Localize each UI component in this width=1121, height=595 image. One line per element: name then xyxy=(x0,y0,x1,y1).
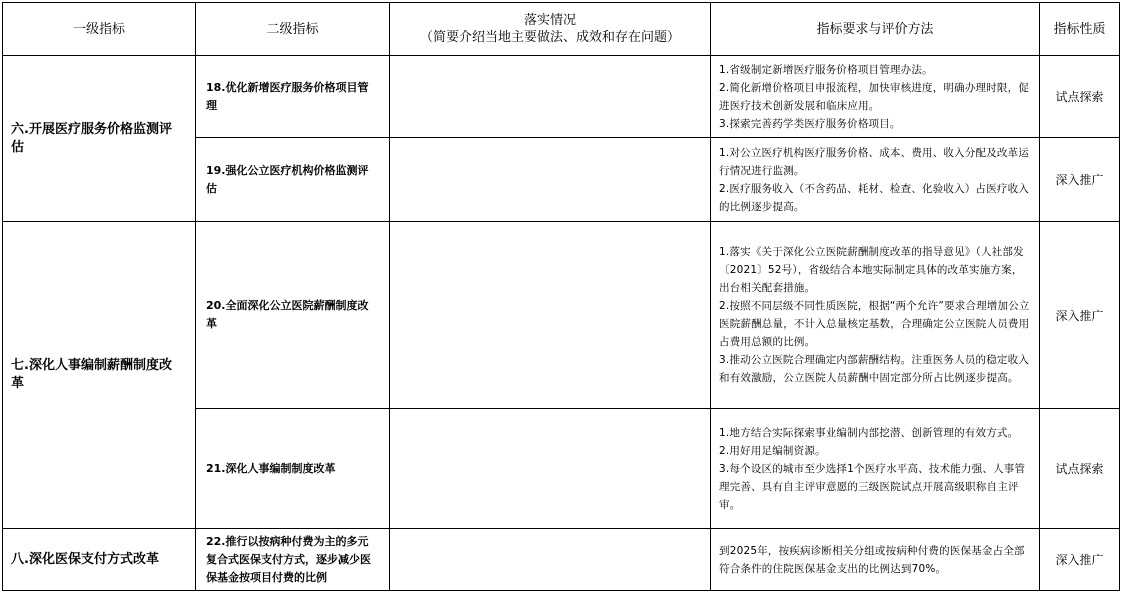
header-implementation xyxy=(390,3,711,56)
requirement-text: 1.地方结合实际探索事业编制内部挖潜、创新管理的有效方式。 xyxy=(719,426,1019,439)
level1-group-8: 八.深化医保支付方式改革 xyxy=(3,529,196,591)
level2-item-19: 19.强化公立医疗机构价格监测评估 xyxy=(196,138,390,222)
requirement-text: 2.按照不同层级不同性质医院，根据“两个允许”要求合理增加公立医院薪酬总量，不计入总量核定基数，合理确定公立医院人员费用占费用总额的比例。 xyxy=(719,300,1030,348)
implementation-cell xyxy=(390,409,711,529)
header-level1: 一级指标 xyxy=(3,3,196,56)
requirement-text: 2.医疗服务收入（不含药品、耗材、检查、化验收入）占医疗收入的比例逐步提高。 xyxy=(719,182,1030,213)
level2-item-18: 18.优化新增医疗服务价格项目管理 xyxy=(196,56,390,138)
nature-cell: 试点探索 xyxy=(1040,56,1120,138)
header-row xyxy=(3,3,1120,56)
table-row xyxy=(3,56,1120,138)
requirements-cell xyxy=(711,222,1040,409)
level2-item-20: 20.全面深化公立医院薪酬制度改革 xyxy=(196,222,390,409)
requirement-text: 1.省级制定新增医疗服务价格项目管理办法。 xyxy=(719,63,933,76)
header-implementation-subtitle: （简要介绍当地主要做法、成效和存在问题） xyxy=(419,30,680,45)
table-row xyxy=(3,529,1120,591)
requirements-cell xyxy=(711,529,1040,591)
indicator-table xyxy=(2,2,1120,591)
header-level2: 二级指标 xyxy=(196,3,390,56)
requirements-cell xyxy=(711,138,1040,222)
level1-group-7: 七.深化人事编制薪酬制度改革 xyxy=(3,222,196,529)
requirement-text: 1.对公立医疗机构医疗服务价格、成本、费用、收入分配及改革运行情况进行监测。 xyxy=(719,146,1030,177)
requirements-cell xyxy=(711,56,1040,138)
header-implementation-title: 落实情况 xyxy=(523,13,576,28)
nature-cell: 深入推广 xyxy=(1040,529,1120,591)
nature-cell: 深入推广 xyxy=(1040,138,1120,222)
implementation-cell xyxy=(390,222,711,409)
implementation-cell xyxy=(390,138,711,222)
table-row xyxy=(3,222,1120,409)
requirement-text: 1.落实《关于深化公立医院薪酬制度改革的指导意见》（人社部发〔2021〕52号），省级结合本地实际制定具体的改革实施方案，出台相关配套措施。 xyxy=(719,246,1024,294)
requirement-text: 2.用好用足编制资源。 xyxy=(719,444,826,457)
requirements-cell xyxy=(711,409,1040,529)
implementation-cell xyxy=(390,529,711,591)
nature-cell: 深入推广 xyxy=(1040,222,1120,409)
requirement-text: 3.探索完善药学类医疗服务价格项目。 xyxy=(719,117,901,130)
header-nature: 指标性质 xyxy=(1040,3,1120,56)
level2-item-22: 22.推行以按病种付费为主的多元复合式医保支付方式，逐步减少医保基金按项目付费的比例 xyxy=(196,529,390,591)
requirement-text: 3.推动公立医院合理确定内部薪酬结构。注重医务人员的稳定收入和有效激励，公立医院人员薪酬中固定部分所占比例逐步提高。 xyxy=(719,354,1030,384)
header-requirements: 指标要求与评价方法 xyxy=(711,3,1040,56)
requirement-text: 2.简化新增价格项目申报流程，加快审核进度，明确办理时限，促进医疗技术创新发展和临床应用。 xyxy=(719,81,1030,112)
nature-cell: 试点探索 xyxy=(1040,409,1120,529)
requirement-text: 到2025年，按疾病诊断相关分组或按病种付费的医保基金占全部符合条件的住院医保基金支出的比例达到70%。 xyxy=(719,544,1025,575)
level2-item-21: 21.深化人事编制制度改革 xyxy=(196,409,390,529)
implementation-cell xyxy=(390,56,711,138)
level1-group-6: 六.开展医疗服务价格监测评估 xyxy=(3,56,196,222)
requirement-text: 3.每个设区的城市至少选择1个医疗水平高、技术能力强、人事管理完善、具有自主评审意愿的三级医院试点开展高级职称自主评审。 xyxy=(719,462,1026,511)
